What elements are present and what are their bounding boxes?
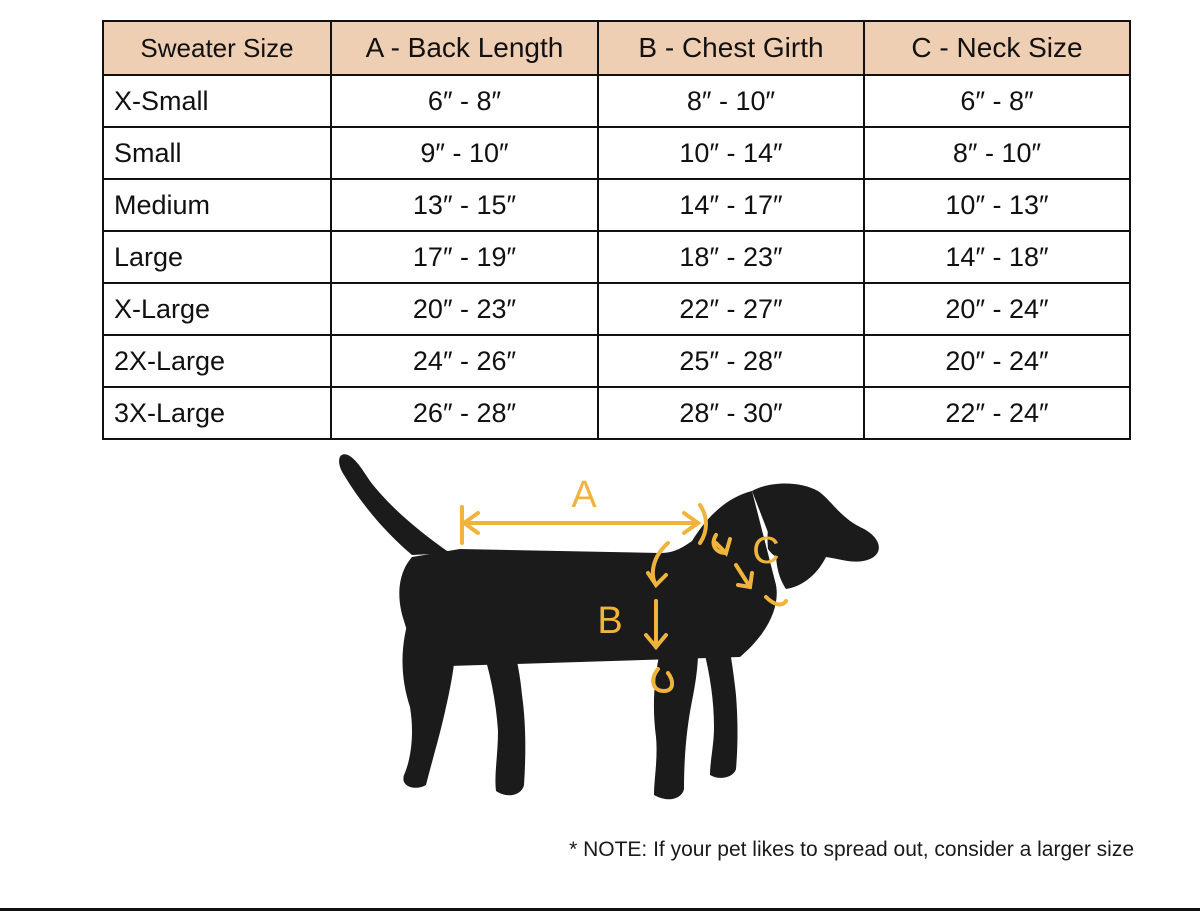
neck-size-cell: 14″ - 18″ bbox=[864, 231, 1130, 283]
label-c: C bbox=[752, 530, 780, 572]
dog-measurement-diagram bbox=[300, 445, 900, 815]
table-row bbox=[103, 231, 1130, 283]
table-row bbox=[103, 335, 1130, 387]
header-sweater-size: Sweater Size bbox=[103, 21, 331, 75]
header-neck-size: C - Neck Size bbox=[864, 21, 1130, 75]
header-back-length: A - Back Length bbox=[331, 21, 598, 75]
back-length-cell: 26″ - 28″ bbox=[331, 387, 598, 439]
table-row bbox=[103, 283, 1130, 335]
chest-girth-cell: 25″ - 28″ bbox=[598, 335, 864, 387]
back-length-cell: 20″ - 23″ bbox=[331, 283, 598, 335]
chest-girth-cell: 28″ - 30″ bbox=[598, 387, 864, 439]
neck-size-cell: 22″ - 24″ bbox=[864, 387, 1130, 439]
size-name-cell: Large bbox=[103, 231, 331, 283]
neck-size-cell: 6″ - 8″ bbox=[864, 75, 1130, 127]
size-chart-body bbox=[103, 75, 1130, 439]
table-row bbox=[103, 179, 1130, 231]
back-length-cell: 17″ - 19″ bbox=[331, 231, 598, 283]
size-chart-header bbox=[103, 21, 1130, 75]
chest-girth-cell: 14″ - 17″ bbox=[598, 179, 864, 231]
table-row bbox=[103, 127, 1130, 179]
chest-girth-cell: 22″ - 27″ bbox=[598, 283, 864, 335]
chest-girth-cell: 18″ - 23″ bbox=[598, 231, 864, 283]
chest-girth-cell: 8″ - 10″ bbox=[598, 75, 864, 127]
back-length-cell: 6″ - 8″ bbox=[331, 75, 598, 127]
back-length-cell: 9″ - 10″ bbox=[331, 127, 598, 179]
back-length-cell: 13″ - 15″ bbox=[331, 179, 598, 231]
neck-size-cell: 10″ - 13″ bbox=[864, 179, 1130, 231]
table-row bbox=[103, 387, 1130, 439]
size-chart-table bbox=[102, 20, 1131, 440]
size-name-cell: Medium bbox=[103, 179, 331, 231]
header-row bbox=[103, 21, 1130, 75]
size-name-cell: 3X-Large bbox=[103, 387, 331, 439]
header-chest-girth: B - Chest Girth bbox=[598, 21, 864, 75]
label-b: B bbox=[597, 600, 623, 642]
size-name-cell: X-Small bbox=[103, 75, 331, 127]
table-row bbox=[103, 75, 1130, 127]
neck-size-cell: 8″ - 10″ bbox=[864, 127, 1130, 179]
neck-size-cell: 20″ - 24″ bbox=[864, 335, 1130, 387]
neck-size-cell: 20″ - 24″ bbox=[864, 283, 1130, 335]
size-name-cell: 2X-Large bbox=[103, 335, 331, 387]
size-name-cell: X-Large bbox=[103, 283, 331, 335]
back-length-cell: 24″ - 26″ bbox=[331, 335, 598, 387]
size-name-cell: Small bbox=[103, 127, 331, 179]
size-note: * NOTE: If your pet likes to spread out, consider a larger size bbox=[569, 838, 1134, 861]
label-a: A bbox=[571, 474, 597, 516]
chest-girth-cell: 10″ - 14″ bbox=[598, 127, 864, 179]
